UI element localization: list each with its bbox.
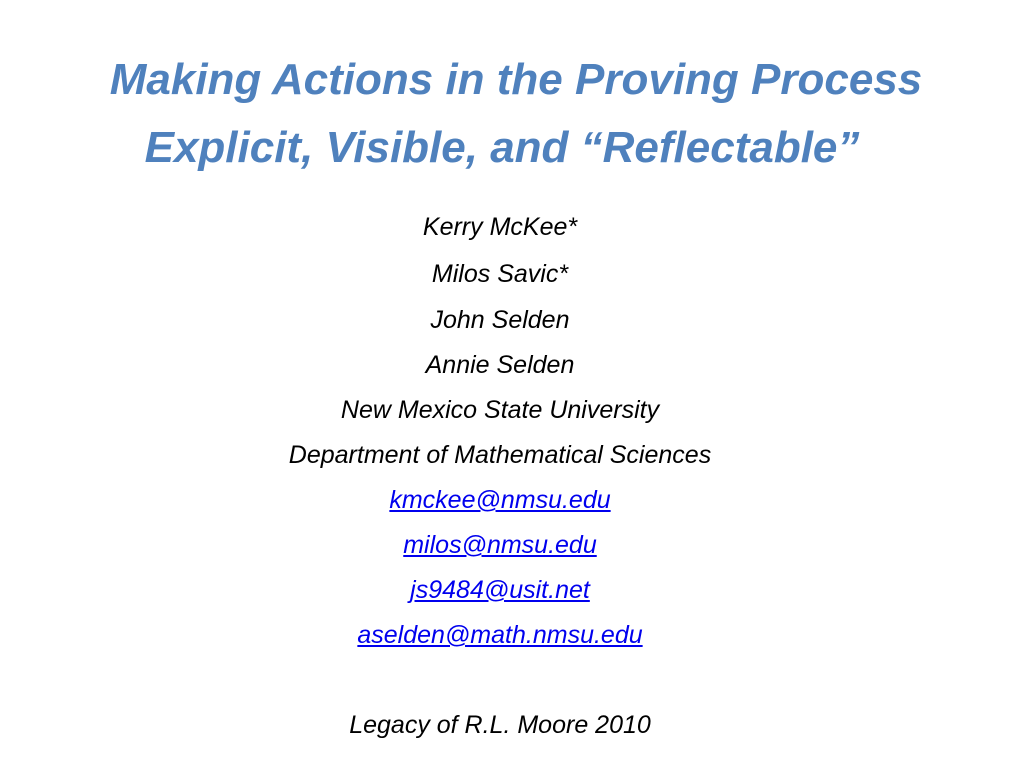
email-link-milos[interactable]: milos@nmsu.edu	[403, 531, 597, 559]
email-link-js9484[interactable]: js9484@usit.net	[410, 576, 590, 604]
title-line-1: Making Actions in the Proving Process	[109, 55, 923, 104]
footer-event: Legacy of R.L. Moore 2010	[349, 711, 651, 739]
email-row-4	[0, 619, 1000, 651]
email-link-kmckee[interactable]: kmckee@nmsu.edu	[389, 486, 611, 514]
email-row-3	[0, 574, 1000, 606]
author-john-selden: John Selden	[430, 306, 570, 334]
author-milos-savic: Milos Savic*	[431, 260, 569, 288]
title-line-2: Explicit, Visible, and “Reflectable”	[144, 123, 860, 172]
university-name: New Mexico State University	[340, 396, 660, 424]
department-name: Department of Mathematical Sciences	[288, 441, 712, 469]
author-annie-selden: Annie Selden	[425, 351, 575, 379]
author-kerry-mckee: Kerry McKee*	[422, 213, 578, 241]
email-link-aselden[interactable]: aselden@math.nmsu.edu	[357, 621, 643, 649]
email-row-2	[0, 529, 1000, 561]
email-row-1	[0, 484, 1000, 516]
